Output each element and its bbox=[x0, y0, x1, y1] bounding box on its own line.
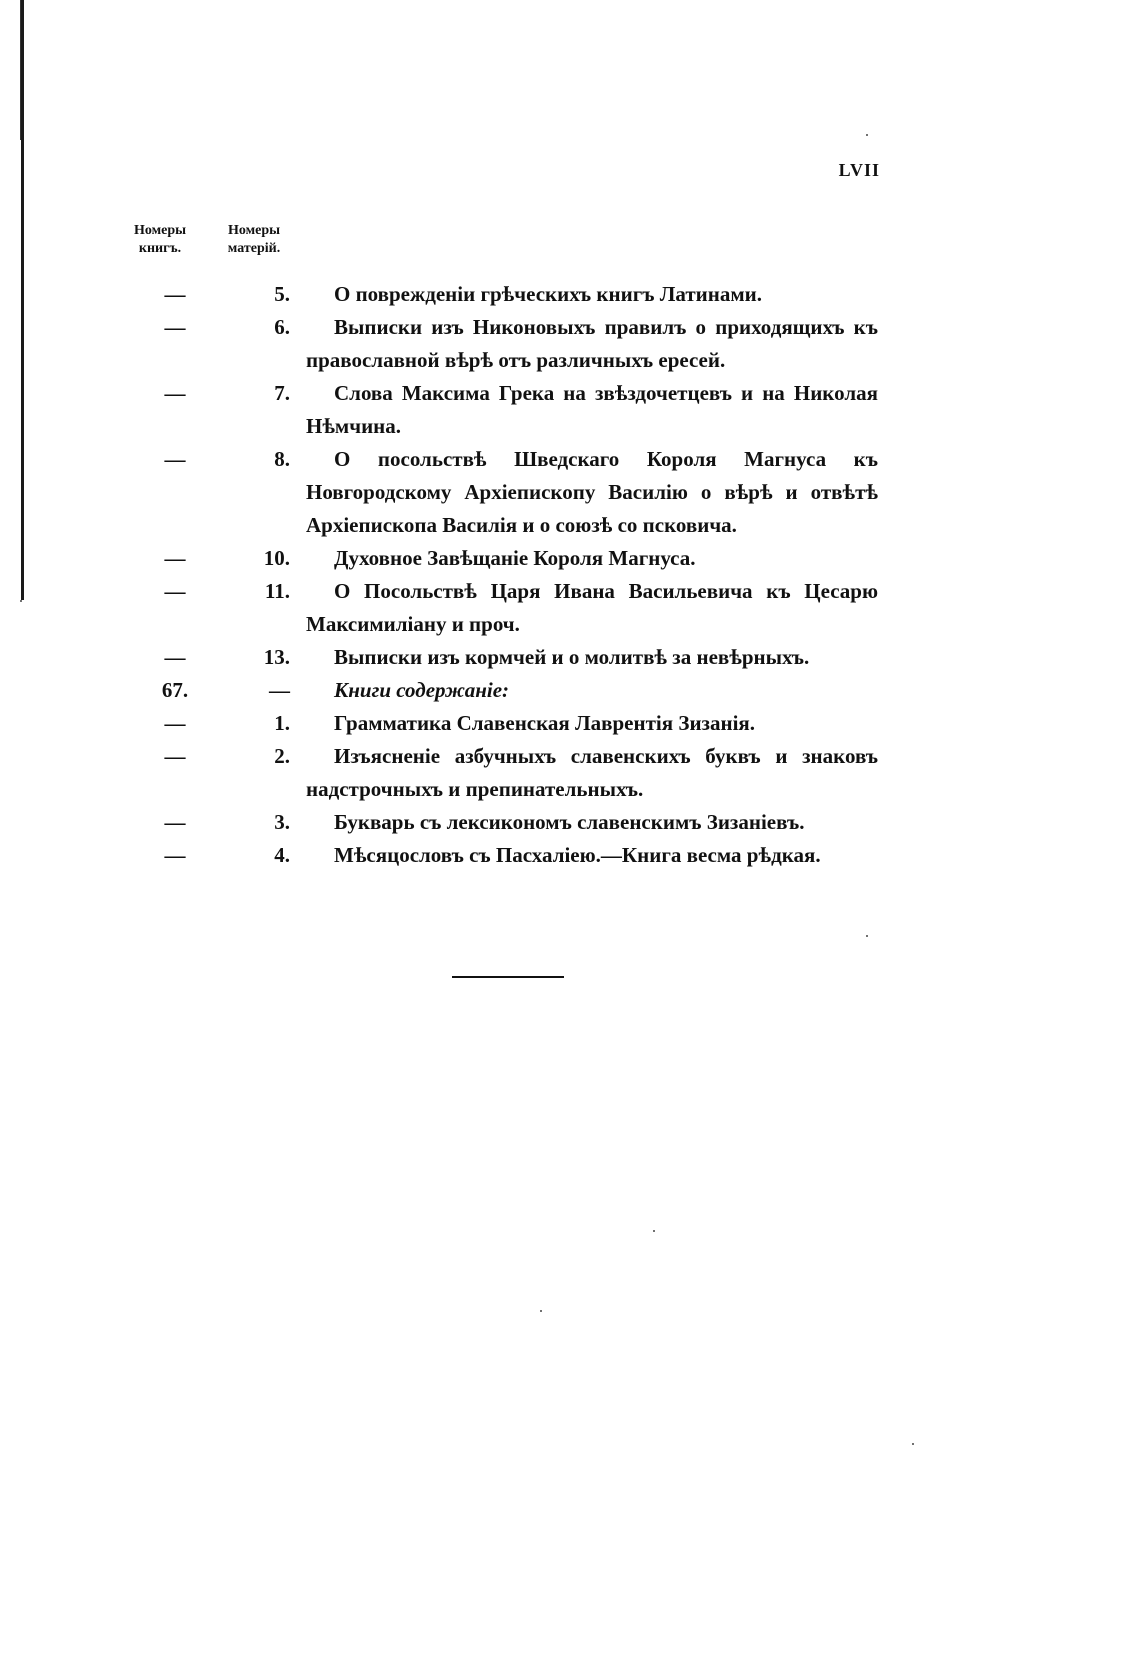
column-header-matters-line2: матерій. bbox=[227, 241, 281, 256]
column-header-matters-line1: Номеры bbox=[227, 223, 281, 238]
entry-matter-number: 13. bbox=[263, 645, 290, 669]
entry bbox=[0, 839, 1140, 872]
entry bbox=[0, 707, 1140, 740]
entry-text: Духовное Завѣщаніе Короля Магнуса. bbox=[334, 546, 696, 570]
scan-speck bbox=[912, 1443, 914, 1445]
entry-text: Букварь съ лексикономъ славенскимъ Зизаніевъ. bbox=[334, 810, 805, 834]
entry-book-number: — bbox=[164, 447, 186, 471]
entry bbox=[0, 443, 1140, 542]
entry-matter-number: 11. bbox=[264, 579, 290, 603]
section-end-rule bbox=[452, 976, 564, 978]
entry-text-section-heading: Книги содержаніе: bbox=[334, 678, 510, 702]
column-header-books-line1: Номеры bbox=[133, 223, 187, 238]
entry-book-number: — bbox=[164, 645, 186, 669]
entry-matter-number: 2. bbox=[274, 744, 290, 768]
entry-text: Выписки изъ Никоновыхъ правилъ о приходящихъ къ православной вѣрѣ отъ различныхъ ересей. bbox=[306, 315, 878, 372]
entry-matter-number: 10. bbox=[263, 546, 290, 570]
entries-list bbox=[0, 278, 1140, 872]
entry-matter-number: 7. bbox=[274, 381, 290, 405]
entry-text: О поврежденіи грѣческихъ книгъ Латинами. bbox=[334, 282, 763, 306]
entry-book-number: 67. bbox=[161, 678, 189, 702]
entry-book-number: — bbox=[164, 282, 186, 306]
scan-speck bbox=[540, 1310, 542, 1312]
entry-text: Мѣсяцословъ съ Пасхаліею.—Книга весма рѣдкая. bbox=[334, 843, 821, 867]
entry bbox=[0, 542, 1140, 575]
scan-page-edge-inner bbox=[20, 0, 21, 140]
entry bbox=[0, 674, 1140, 707]
entry bbox=[0, 311, 1140, 377]
entry bbox=[0, 740, 1140, 806]
column-header-books bbox=[120, 222, 200, 258]
entry bbox=[0, 377, 1140, 443]
entry bbox=[0, 641, 1140, 674]
entry-book-number: — bbox=[164, 711, 186, 735]
scan-speck bbox=[653, 1230, 655, 1232]
entry-text: О посольствѣ Шведскаго Короля Магнуса къ Новгородскому Архіепископу Василію о вѣрѣ и отвѣтѣ Архіепископа Василія и о союзѣ со псковича. bbox=[306, 447, 878, 537]
page-number: LVII bbox=[838, 160, 880, 180]
entry-matter-number: 1. bbox=[274, 711, 290, 735]
entry-matter-number: 4. bbox=[274, 843, 290, 867]
entry-text: О Посольствѣ Царя Ивана Васильевича къ Цесарю Максимиліану и проч. bbox=[306, 579, 878, 636]
column-header-matters bbox=[214, 222, 294, 258]
entry-book-number: — bbox=[164, 381, 186, 405]
entry-matter-number: 3. bbox=[274, 810, 290, 834]
scan-speck bbox=[866, 134, 868, 136]
entry bbox=[0, 575, 1140, 641]
entry-matter-number: 6. bbox=[274, 315, 290, 339]
entry-book-number: — bbox=[164, 744, 186, 768]
scan-speck bbox=[866, 935, 868, 937]
entry bbox=[0, 278, 1140, 311]
entry-matter-number: 8. bbox=[274, 447, 290, 471]
entry-text: Грамматика Славенская Лаврентія Зизанія. bbox=[334, 711, 756, 735]
entry-text: Слова Максима Грека на звѣздочетцевъ и на Николая Нѣмчина. bbox=[306, 381, 878, 438]
entry-book-number: — bbox=[164, 579, 186, 603]
entry bbox=[0, 806, 1140, 839]
column-header-books-line2: книгъ. bbox=[138, 241, 182, 256]
entry-matter-number: 5. bbox=[274, 282, 290, 306]
entry-text: Выписки изъ кормчей и о молитвѣ за невѣрныхъ. bbox=[334, 645, 810, 669]
entry-text: Изъясненіе азбучныхъ славенскихъ буквъ и знаковъ надстрочныхъ и препинательныхъ. bbox=[306, 744, 878, 801]
entry-book-number: — bbox=[164, 546, 186, 570]
entry-book-number: — bbox=[164, 843, 186, 867]
entry-book-number: — bbox=[164, 315, 186, 339]
entry-matter-number: — bbox=[269, 678, 290, 702]
scan-speck bbox=[20, 600, 22, 602]
entry-book-number: — bbox=[164, 810, 186, 834]
